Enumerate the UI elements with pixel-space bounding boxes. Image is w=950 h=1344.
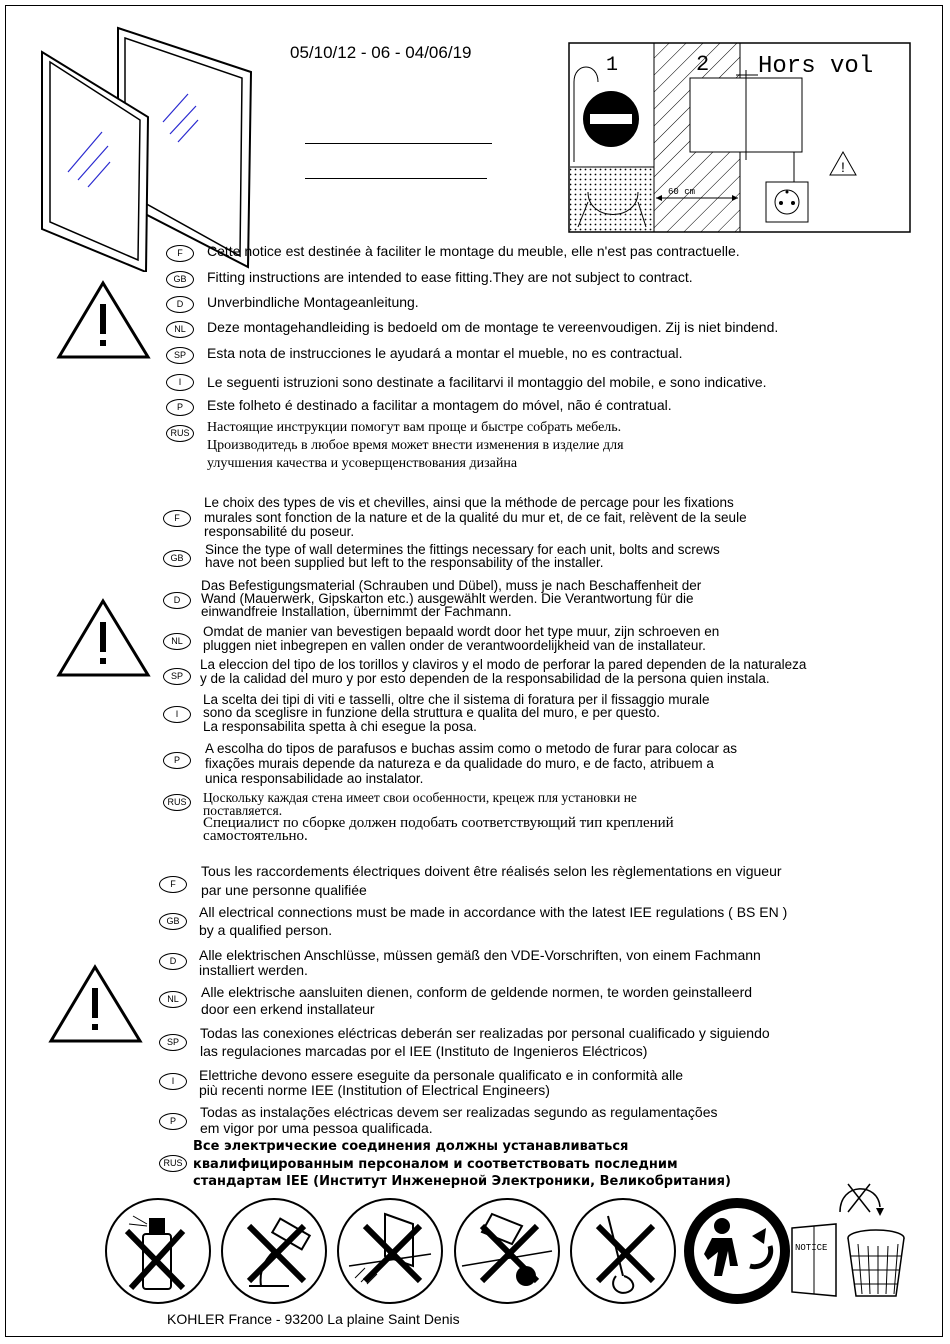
- electrical-text-i-1: Elettriche devono essere eseguite da personale qualificato e in conformità alle: [199, 1067, 684, 1083]
- electrical-text-rus-3: стандартам IEE (Институт Инженерной Электроники, Великобритания): [193, 1174, 731, 1189]
- lang-badge: GB: [166, 271, 194, 288]
- lang-badge: P: [159, 1113, 187, 1130]
- fixings-text-f-3: responsabilité du poseur.: [204, 524, 355, 539]
- electrical-text-gb-2: by a qualified person.: [199, 922, 333, 938]
- lang-badge: I: [163, 706, 191, 723]
- distance-label: 60 cm: [668, 187, 696, 197]
- lang-badge: NL: [163, 633, 191, 650]
- lang-badge: I: [159, 1073, 187, 1090]
- recycling-triman-icon: [682, 1196, 792, 1306]
- blank-line-1: [305, 143, 492, 144]
- lang-badge: F: [163, 510, 191, 527]
- electrical-text-nl-1: Alle elektrische aansluiten dienen, conform de geldende normen, te worden geinstalleerd: [201, 984, 753, 1000]
- lang-badge: SP: [166, 347, 194, 364]
- fixings-text-sp-1: La eleccion del tipo de los torillos y claviros y el modo de perforar la pared dependen de la naturaleza: [200, 657, 807, 672]
- zone-1-label: 1: [606, 54, 619, 77]
- fixings-text-p-2: fixações murais depende da natureza e da qualidade do muro, e de facto, atribuem a: [205, 756, 714, 771]
- disclaimer-text-p: Este folheto é destinado a facilitar a montagem do móvel, não é contratual.: [207, 397, 672, 413]
- warning-icon: [56, 280, 151, 360]
- company-address: KOHLER France - 93200 La plaine Saint Denis: [167, 1311, 460, 1327]
- no-liquid-icon: [219, 1196, 329, 1306]
- fixings-text-p-3: unica responsabilidade ao instalator.: [205, 771, 424, 786]
- electrical-text-f-2: par une personne qualifiée: [201, 882, 367, 898]
- fixings-text-rus-2: поставляется.: [203, 803, 283, 818]
- fixings-text-f-1: Le choix des types de vis et chevilles, ainsi que la méthode de percage pour les fixations: [204, 495, 734, 510]
- fixings-text-f-2: murales sont fonction de la nature et de la qualité du mur et, de ce fait, relèvent de la seule: [204, 510, 747, 525]
- lang-badge: GB: [163, 550, 191, 567]
- bathroom-zones-diagram: [568, 42, 911, 234]
- electrical-text-d-1: Alle elektrischen Anschlüsse, müssen gemäß den VDE-Vorschriften, von einem Fachmann: [199, 947, 761, 963]
- disclaimer-text-gb: Fitting instructions are intended to ease fitting.They are not subject to contract.: [207, 269, 693, 285]
- fixings-text-gb-2: have not been supplied but left to the responsability of the installer.: [205, 555, 604, 570]
- mirror-icon: [38, 22, 258, 272]
- electrical-text-sp-2: las regulaciones marcadas por el IEE (Instituto de Ingenieros Eléctricos): [200, 1043, 648, 1059]
- lang-badge: P: [163, 752, 191, 769]
- fixings-text-rus-1: Цоскольку каждая стена имеет свои особенности, крецеж пля установки не: [203, 790, 637, 805]
- waste-bin-icon: [818, 1172, 908, 1302]
- disclaimer-text-sp: Esta nota de instrucciones le ayudará a montar el mueble, no es contractual.: [207, 345, 683, 361]
- electrical-text-p-1: Todas as instalações eléctricas devem ser realizadas segundo as regulamentações: [200, 1104, 718, 1120]
- lang-badge: D: [163, 592, 191, 609]
- electrical-text-sp-1: Todas las conexiones eléctricas deberán ser realizadas por personal cualificado y siguiendo: [200, 1025, 770, 1041]
- fixings-text-sp-2: y de la calidad del muro y por esto dependen de la responsabilidad de la persona quien instala.: [200, 671, 770, 686]
- lang-badge: I: [166, 374, 194, 391]
- fixings-text-rus-4: самостоятельно.: [203, 828, 308, 844]
- no-scrub-icon: [452, 1196, 562, 1306]
- electrical-text-rus-1: Все электрические соединения должны устанавливаться: [193, 1139, 629, 1154]
- electrical-text-i-2: più recenti norme IEE (Institution of Electrical Engineers): [199, 1082, 550, 1098]
- lang-badge: D: [159, 953, 187, 970]
- zone-2-label: 2: [696, 52, 710, 77]
- no-spray-icon: [103, 1196, 213, 1306]
- warning-icon: [48, 964, 143, 1044]
- disclaimer-text-rus-2: Цроизводитедь в любое время может внести изменения в изделие для: [207, 438, 624, 453]
- fixings-text-i-3: La responsabilita spetta à chi esegue la posa.: [203, 719, 477, 734]
- fixings-text-i-2: sono da sceglisre in funzione della struttura e qualita del muro, e per questo.: [203, 705, 661, 720]
- fixings-text-nl-2: pluggen niet inbegrepen en vallen onder de verantwoordelijkheid van de installateur.: [203, 638, 706, 653]
- electrical-text-nl-2: door een erkend installateur: [201, 1001, 375, 1017]
- lang-badge: RUS: [166, 425, 194, 442]
- fixings-text-d-2: Wand (Mauerwerk, Gipskarton etc.) ausgewählt werden. Die Verantwortung für die: [201, 591, 694, 606]
- lang-badge: SP: [159, 1034, 187, 1051]
- lang-badge: RUS: [159, 1155, 187, 1172]
- lang-badge: NL: [159, 991, 187, 1008]
- electrical-text-rus-2: квалифицированным персоналом и соответствовать последним: [193, 1157, 678, 1172]
- lang-badge: P: [166, 399, 194, 416]
- lang-badge: NL: [166, 321, 194, 338]
- electrical-text-gb-1: All electrical connections must be made in accordance with the latest IEE regulations ( BS EN ): [199, 904, 788, 920]
- lang-badge: F: [159, 876, 187, 893]
- warning-icon: [56, 598, 151, 678]
- electrical-text-p-2: em vigor por uma pessoa qualificada.: [200, 1120, 433, 1136]
- no-cleaning-product-icon: [568, 1196, 678, 1306]
- fixings-text-p-1: A escolha do tipos de parafusos e buchas assim como o metodo de furar para colocar as: [205, 741, 738, 756]
- fixings-text-d-1: Das Befestigungsmaterial (Schrauben und Dübel), muss je nach Beschaffenheit der: [201, 578, 702, 593]
- disclaimer-text-nl: Deze montagehandleiding is bedoeld om de montage te vereenvoudigen. Zij is niet bindend.: [207, 319, 779, 335]
- lang-badge: D: [166, 296, 194, 313]
- notice-label: NOTICE: [795, 1243, 828, 1253]
- disclaimer-text-i: Le seguenti istruzioni sono destinate a facilitarvi il montaggio del mobile, e sono indicative.: [207, 374, 767, 390]
- electrical-text-d-2: installiert werden.: [199, 962, 308, 978]
- svg-text:!: !: [841, 159, 845, 175]
- lang-badge: F: [166, 245, 194, 262]
- fixings-text-i-1: La scelta dei tipi di viti e tasselli, oltre che il sistema di foratura per il fissaggio murale: [203, 692, 710, 707]
- lang-badge: GB: [159, 913, 187, 930]
- fixings-text-gb-1: Since the type of wall determines the fittings necessary for each unit, bolts and screws: [205, 542, 720, 557]
- disclaimer-text-rus-1: Настоящие инструкции помогут вам проще и быстре собрать мебель.: [207, 420, 622, 435]
- electrical-text-f-1: Tous les raccordements électriques doivent être réalisés selon les règlementations en vigueur: [201, 863, 782, 879]
- lang-badge: SP: [163, 668, 191, 685]
- zone-hors-vol-label: Hors vol: [758, 53, 874, 80]
- lang-badge: RUS: [163, 794, 191, 811]
- document-code: 05/10/12 - 06 - 04/06/19: [290, 43, 472, 62]
- disclaimer-text-rus-3: улучшения качества и усоверщенствования дизайна: [207, 456, 518, 471]
- disclaimer-text-f: Cette notice est destinée à faciliter le montage du meuble, elle n'est pas contractuelle.: [207, 243, 740, 259]
- fixings-text-nl-1: Omdat de manier van bevestigen bepaald wordt door het type muur, zijn schroeven en: [203, 624, 720, 639]
- blank-line-2: [305, 178, 487, 179]
- fixings-text-rus-3: Специалист по сборке должен подобать соответствующий тип креплений: [203, 815, 674, 831]
- disclaimer-text-d: Unverbindliche Montageanleitung.: [207, 294, 419, 310]
- fixings-text-d-3: einwandfreie Installation, übernimmt der Fachmann.: [201, 604, 512, 619]
- no-sponge-icon: [335, 1196, 445, 1306]
